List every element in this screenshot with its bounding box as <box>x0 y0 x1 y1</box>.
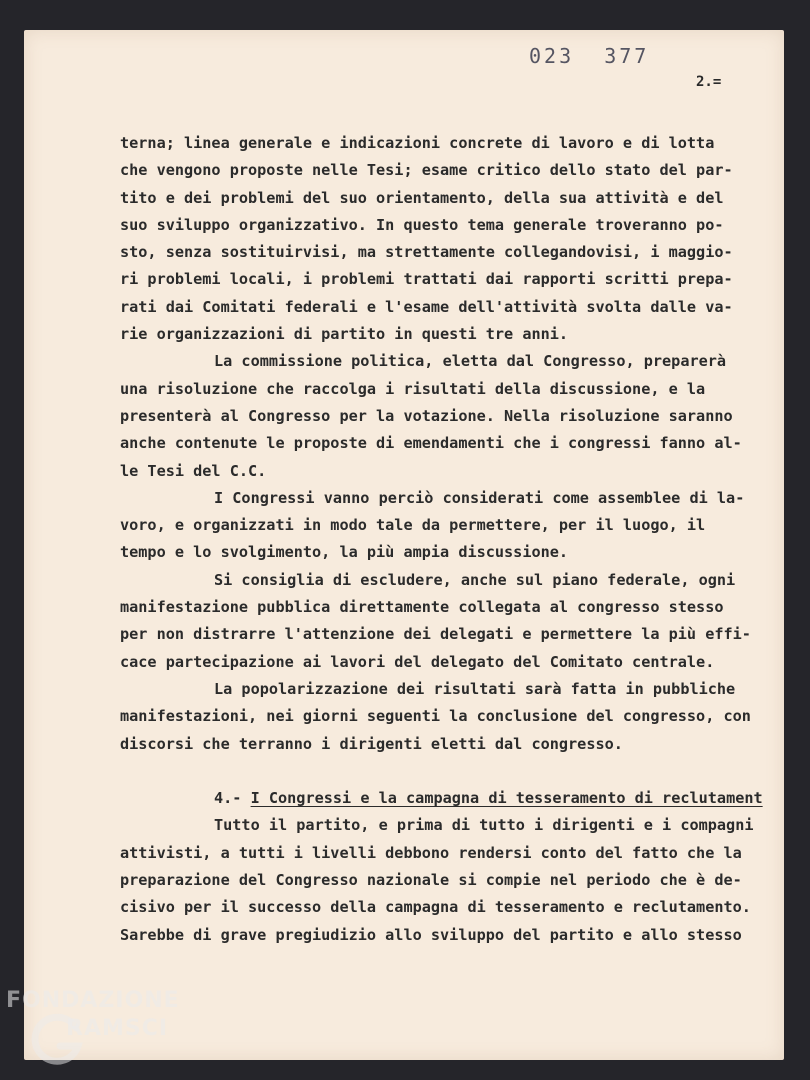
text-line: attivisti, a tutti i livelli debbono rendersi conto del fatto che la <box>120 843 742 862</box>
watermark-line-1: FONDAZIONE <box>6 988 180 1013</box>
section-heading <box>120 785 780 812</box>
text-line: cisivo per il successo della campagna di tesseramento e reclutamento. <box>120 898 751 917</box>
text-line: le Tesi del C.C. <box>120 461 267 480</box>
watermark <box>6 990 180 1040</box>
text-line: cace partecipazione ai lavori del delegato del Comitato centrale. <box>120 652 715 671</box>
text-line: sto, senza sostituirvisi, ma strettamente collegandovisi, i maggio- <box>120 243 733 262</box>
text-line: preparazione del Congresso nazionale si compie nel periodo che è de- <box>120 871 742 890</box>
text-line: manifestazione pubblica direttamente collegata al congresso stesso <box>120 598 724 617</box>
text-line: rati dai Comitati federali e l'esame dell'attività svolta dalle va- <box>120 297 733 316</box>
text-line: Si consiglia di escludere, anche sul piano federale, ogni <box>214 570 736 589</box>
text-line: presenterà al Congresso per la votazione. Nella risoluzione saranno <box>120 406 733 425</box>
text-line: I Congressi vanno perciò considerati come assemblee di la- <box>214 488 745 507</box>
text-line: una risoluzione che raccolga i risultati della discussione, e la <box>120 379 706 398</box>
text-line: manifestazioni, nei giorni seguenti la conclusione del congresso, con <box>120 707 751 726</box>
text-line: che vengono proposte nelle Tesi; esame critico dello stato del par- <box>120 161 733 180</box>
paragraph-gap <box>120 758 780 785</box>
archive-number: 023 377 <box>529 44 650 68</box>
text-line: Sarebbe di grave pregiudizio allo sviluppo del partito e allo stesso <box>120 925 742 944</box>
text-line: ri problemi locali, i problemi trattati dai rapporti scritti prepa- <box>120 270 733 289</box>
section-number: 4.- <box>214 789 242 808</box>
page-number: 2.= <box>696 74 722 90</box>
text-line: suo sviluppo organizzativo. In questo tema generale troveranno po- <box>120 215 724 234</box>
text-line: terna; linea generale e indicazioni concrete di lavoro e di lotta <box>120 134 715 152</box>
text-line: tempo e lo svolgimento, la più ampia discussione. <box>120 543 569 562</box>
text-line: per non distrarre l'attenzione dei delegati e permettere la più effi- <box>120 625 751 644</box>
text-line: Tutto il partito, e prima di tutto i dirigenti e i compagni <box>214 816 754 835</box>
text-line: rie organizzazioni di partito in questi tre anni. <box>120 325 569 344</box>
text-line: discorsi che terranno i dirigenti eletti dal congresso. <box>120 734 623 753</box>
bleed-through-number <box>504 78 547 100</box>
text-line: tito e dei problemi del suo orientamento, della sua attività e del <box>120 188 724 207</box>
typed-text <box>120 130 780 949</box>
text-line: La commissione politica, eletta dal Congresso, preparerà <box>214 352 727 371</box>
text-line: voro, e organizzati in modo tale da permettere, per il luogo, il <box>120 516 706 535</box>
text-line: anche contenute le proposte di emendamenti che i congressi fanno al- <box>120 434 742 453</box>
watermark-line-2: RAMSCI <box>66 1016 169 1041</box>
paper-sheet <box>24 30 784 1060</box>
section-title: I Congressi e la campagna di tesseramento di reclutament <box>250 789 763 808</box>
text-line: La popolarizzazione dei risultati sarà fatta in pubbliche <box>214 679 736 698</box>
